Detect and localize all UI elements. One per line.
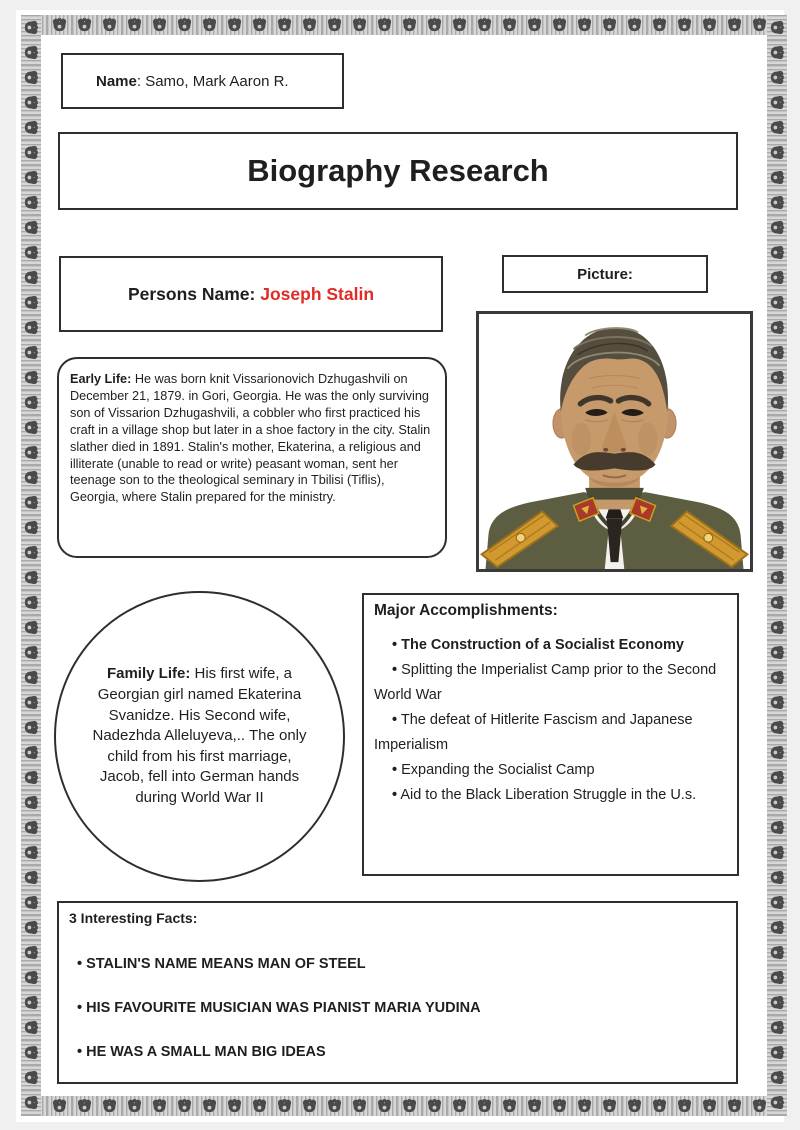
list-item: • HIS FAVOURITE MUSICIAN WAS PIANIST MARIA YUDINA — [77, 1000, 481, 1016]
ornamental-border-top — [22, 15, 778, 35]
interesting-facts-box — [57, 901, 738, 1084]
interesting-facts-list — [69, 955, 726, 1062]
stalin-portrait-image — [479, 314, 750, 569]
major-accomplishments-box — [362, 593, 739, 876]
early-life-text: Early Life: He was born knit Vissarionovich Dzhugashvili on December 21, 1879. in Gori, Georgia. He was the only surviving son of Vissarion Dzhugashvili, a cobbler who first practiced his craft in a village shop but later in a shoe factory in the city. Stalin slather died in 1891. Stalin's mother, Ekaterina, a religious and illiterate (unable to read or write) peasant woman, sent her teenage son to the theological seminary in Tbilisi (Tiflis), Georgia, where Stalin prepared for the ministry. — [70, 372, 431, 505]
picture-frame — [476, 311, 753, 572]
list-item: • HE WAS A SMALL MAN BIG IDEAS — [77, 1044, 326, 1060]
persons-name-text: Persons Name: Joseph Stalin — [127, 283, 375, 304]
early-life-box — [57, 357, 447, 558]
page-title: Biography Research — [247, 153, 549, 188]
student-name-value: : Samo, Mark Aaron R. — [136, 72, 289, 90]
major-accomplishments-list — [374, 633, 727, 808]
list-item: • STALIN'S NAME MEANS MAN OF STEEL — [77, 956, 366, 972]
persons-name-value: Joseph Stalin — [260, 283, 375, 304]
family-life-circle — [54, 591, 345, 882]
list-item: • The Construction of a Socialist Economy — [392, 637, 684, 653]
student-name-field — [61, 53, 344, 109]
list-item: • Expanding the Socialist Camp — [392, 762, 595, 778]
list-item: • The defeat of Hitlerite Fascism and Japanese Imperialism — [374, 712, 693, 753]
picture-label: Picture: — [577, 265, 633, 283]
ornamental-border-bottom — [22, 1096, 778, 1116]
persons-name-field — [59, 256, 443, 332]
major-accomplishments-title: Major Accomplishments: — [374, 602, 558, 619]
student-name-label: Name: Samo, Mark Aaron R. — [96, 72, 289, 90]
interesting-facts-title: 3 Interesting Facts: — [69, 910, 198, 926]
ornamental-border-right — [767, 15, 787, 1116]
picture-label-box — [502, 255, 708, 293]
ornamental-border-left — [21, 15, 41, 1116]
family-life-text: Family Life: His first wife, a Georgian girl named Ekaterina Svanidze. His Second wife, Nadezhda Alleluyeva,.. The only child from his first marriage, Jacob, fell into German hands during World War II — [92, 665, 307, 806]
list-item: • Splitting the Imperialist Camp prior to the Second World War — [374, 662, 717, 703]
list-item: • Aid to the Black Liberation Struggle in the U.s. — [392, 787, 697, 803]
worksheet-title-box — [58, 132, 738, 210]
